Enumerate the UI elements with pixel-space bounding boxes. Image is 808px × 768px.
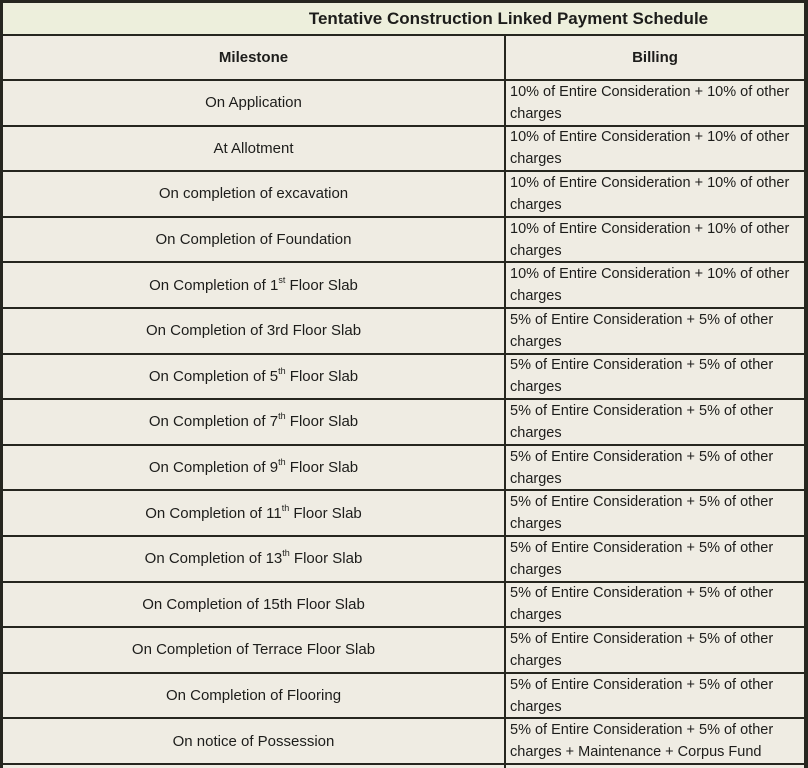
milestone-cell <box>3 127 506 171</box>
milestone-pre: On Completion of 5 <box>148 367 279 385</box>
milestone-cell <box>3 719 506 763</box>
milestone-cell <box>3 400 506 444</box>
table-row <box>3 446 804 492</box>
billing-cell: 5% of Entire Consideration + 5% of other charges <box>510 630 774 669</box>
milestone-pre: At Allotment <box>213 139 294 157</box>
table-row <box>3 355 804 401</box>
billing-cell: 5% of Entire Consideration + 5% of other charges <box>510 494 774 533</box>
milestone-text <box>149 413 358 430</box>
milestone-post: Floor Slab <box>285 459 359 477</box>
billing-cell: 5% of Entire Consideration + 5% of other charges <box>510 539 774 578</box>
billing-cell: 10% of Entire Consideration + 10% of other charges <box>510 129 790 168</box>
milestone-cell <box>3 81 506 125</box>
milestone-text <box>205 94 302 111</box>
milestone-pre: On Completion of 9 <box>148 459 279 477</box>
billing-cell: 5% of Entire Consideration + 5% of other charges + Maintenance + Corpus Fund <box>510 722 774 761</box>
milestone-cell <box>3 263 506 307</box>
table-title: Tentative Construction Linked Payment Schedule <box>3 3 804 36</box>
billing-cell: 5% of Entire Consideration + 5% of other charges <box>510 448 774 487</box>
milestone-text <box>149 274 358 294</box>
milestone-cell <box>3 172 506 216</box>
milestone-text <box>132 641 375 658</box>
milestone-ordinal-sup: th <box>282 548 290 559</box>
milestone-pre: On Application <box>205 94 302 112</box>
milestone-post: Floor Slab <box>285 413 359 431</box>
milestone-text <box>173 733 335 750</box>
milestone-pre: On Completion of 11 <box>145 504 282 522</box>
table-row <box>3 309 804 355</box>
milestone-cell <box>3 309 506 353</box>
milestone-cell <box>3 491 506 535</box>
milestone-ordinal-sup: th <box>278 457 286 468</box>
column-header-billing: Billing <box>632 49 678 66</box>
milestone-text <box>156 231 352 248</box>
milestone-ordinal-sup: th <box>281 502 290 513</box>
milestone-ordinal-sup: th <box>278 365 286 376</box>
cutoff-row-sliver <box>3 765 804 768</box>
billing-cell: 10% of Entire Consideration + 10% of other charges <box>510 83 790 122</box>
milestone-pre: On Completion of Flooring <box>165 687 342 705</box>
milestone-post: Floor Slab <box>285 367 359 385</box>
table-row <box>3 537 804 583</box>
milestone-pre: On Completion of 1 <box>149 276 279 294</box>
billing-cell: 10% of Entire Consideration + 10% of other charges <box>510 174 790 213</box>
milestone-pre: On Completion of 3rd Floor Slab <box>145 322 362 340</box>
milestone-cell <box>3 765 506 768</box>
billing-cell: 5% of Entire Consideration + 5% of other charges <box>510 311 774 350</box>
billing-cell: 10% of Entire Consideration + 10% of other charges <box>510 266 790 305</box>
milestone-pre: On Completion of 13 <box>144 550 283 568</box>
milestone-cell <box>3 446 506 490</box>
table-row <box>3 127 804 173</box>
milestone-cell <box>3 628 506 672</box>
milestone-pre: On Completion of 7 <box>148 413 279 431</box>
milestone-text <box>148 365 359 385</box>
milestone-text <box>145 550 363 567</box>
milestone-text <box>159 185 348 202</box>
column-header-milestone: Milestone <box>3 36 506 79</box>
milestone-pre: On notice of Possession <box>172 732 335 750</box>
milestone-text <box>146 322 361 339</box>
billing-cell: 5% of Entire Consideration + 5% of other charges <box>510 585 774 624</box>
milestone-text <box>142 596 365 613</box>
milestone-text <box>145 502 362 522</box>
milestone-post: Floor Slab <box>285 276 358 294</box>
milestone-text <box>213 140 293 157</box>
billing-cell: 10% of Entire Consideration + 10% of other charges <box>510 220 790 259</box>
milestone-ordinal-sup: th <box>278 411 286 422</box>
milestone-post: Floor Slab <box>289 550 363 568</box>
header-row <box>3 36 804 81</box>
milestone-post: Floor Slab <box>289 504 362 522</box>
table-row <box>3 491 804 537</box>
billing-cell: 5% of Entire Consideration + 5% of other charges <box>510 357 774 396</box>
table-row <box>3 263 804 309</box>
table-row <box>3 583 804 629</box>
table-row <box>3 172 804 218</box>
table-row <box>3 400 804 446</box>
milestone-cell <box>3 674 506 718</box>
milestone-pre: On completion of excavation <box>158 185 349 203</box>
table-row <box>3 628 804 674</box>
milestone-ordinal-sup: st <box>278 274 286 285</box>
milestone-cell <box>3 537 506 581</box>
billing-cell <box>506 765 804 768</box>
milestone-pre: On Completion of 15th Floor Slab <box>142 595 365 613</box>
milestone-cell <box>3 218 506 262</box>
milestone-text <box>166 687 341 704</box>
billing-cell: 5% of Entire Consideration + 5% of other charges <box>510 676 774 715</box>
table-row <box>3 719 804 765</box>
billing-cell: 5% of Entire Consideration + 5% of other charges <box>510 402 774 441</box>
milestone-pre: On Completion of Foundation <box>155 231 352 249</box>
milestone-cell <box>3 583 506 627</box>
milestone-pre: On Completion of Terrace Floor Slab <box>131 641 376 659</box>
table-row <box>3 674 804 720</box>
table-row <box>3 218 804 264</box>
table-row <box>3 81 804 127</box>
milestone-text <box>149 459 358 476</box>
milestone-cell <box>3 355 506 399</box>
